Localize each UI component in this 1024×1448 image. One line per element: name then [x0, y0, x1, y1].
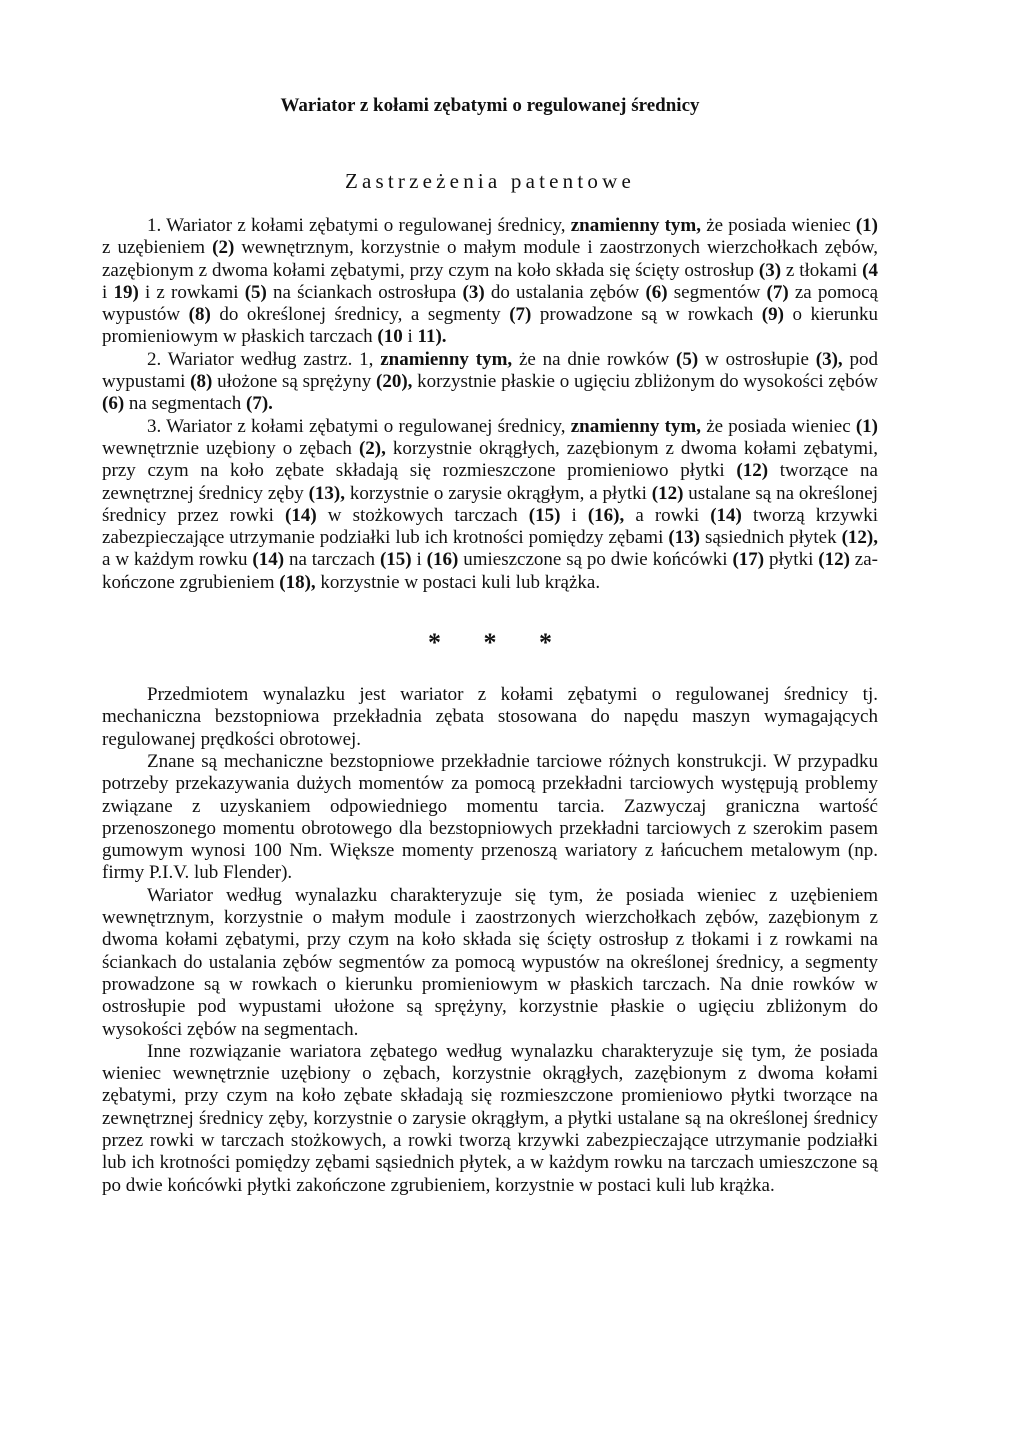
- claim-emphasis: znamienny tym,: [570, 415, 702, 437]
- claim-emphasis: (17): [732, 549, 765, 571]
- claim-emphasis: (5): [676, 348, 699, 370]
- document-title: Wariator z kołami zębatymi o regulowanej średnicy: [280, 95, 700, 116]
- claim-emphasis: (9): [761, 304, 784, 326]
- claim-emphasis: (14): [710, 504, 742, 526]
- claim-emphasis: (3),: [815, 348, 843, 370]
- claim-emphasis: (16),: [587, 504, 625, 526]
- claim-2: 2. Wariator według zastrz. 1, znamienny tym, że na dnie rowków (5) w ostrosłupie (3), pod wypustami (8) ułożone są sprężyny (20), korzystnie płaskie o ugięciu zbliżonym do wysokości zębów (6) na segmentach (7).: [102, 348, 879, 415]
- claim-emphasis: (7).: [246, 393, 273, 415]
- claim-emphasis: (13): [668, 527, 700, 549]
- document-body: [102, 94, 878, 1197]
- claim-emphasis: (6): [645, 281, 668, 303]
- claim-emphasis: (20),: [376, 371, 413, 393]
- description-paragraph-4: Inne rozwiązanie wariatora zębatego według wynalazku charakteryzuje się tym, że posiada wieniec wewnętrznie uzębiony o zębach, korzystnie okrągłych, zazębionym z dwoma kołami zębatymi, przy czym na koło zębate składają się rozmieszczone promieniowo płytki tworzące na zewnętrznej średnicy zęby, korzystnie o zarysie okrągłym, a płytki ustalane są na określonej średnicy przez rowki w tarczach stożkowych, a rowki tworzą krzywki zabezpieczające utrzymanie podziałki lub ich krotności pomiędzy zębami sąsiednich płytek, a w każdym rowku na tarczach umieszczone są po dwie końcówki płytki zakończone zgrubieniem, korzystnie w postaci kuli lub krążka.: [102, 1040, 878, 1196]
- description-section: [102, 684, 878, 1197]
- claims-heading: Zastrzeżenia patentowe: [344, 169, 636, 193]
- claim-emphasis: (8): [190, 371, 213, 393]
- claim-emphasis: (12): [736, 460, 769, 482]
- claim-emphasis: znamienny tym,: [380, 348, 513, 370]
- claim-emphasis: (2),: [358, 437, 386, 459]
- claim-emphasis: znamienny tym,: [570, 215, 702, 236]
- claim-emphasis: (4: [862, 259, 878, 281]
- claim-emphasis: 11).: [417, 326, 447, 348]
- claims-section: [102, 215, 878, 594]
- claim-emphasis: (10: [377, 326, 403, 348]
- claim-3: 3. Wariator z kołami zębatymi o regulowanej średnicy, znamienny tym, że posiada wieniec (1) wewnętrznie uzębiony o zębach (2), korzystnie okrągłych, zazębionym z dwoma kołami zębatymi, przy czym na koło zębate składają się rozmieszczone promieniowo płytki (12) tworzące na zewnętrznej średnicy zęby (13), korzystnie o zarysie okrągłym, a płytki (12) ustalane są na określonej średnicy przez rowki (14) w stożkowych tarczach (15) i (16), a rowki (14) tworzą krzywki zabezpieczające utrzymanie podziałki lub ich krotności pomiędzy zębami (13) sąsiednich płytek (12), a w każdym rowku (14) na tarczach (15) i (16) umieszczone są po dwie końcówki (17) płytki (12) zakończone zgrubieniem (18), korzystnie w postaci kuli lub krążka.: [102, 415, 879, 593]
- claim-1: 1. Wariator z kołami zębatymi o regulowanej średnicy, znamienny tym, że posiada wieniec (1) z uzębieniem (2) wewnętrznym, korzystnie o małym module i zaostrzonych wierzchołkach zębów, zazębionym z dwoma kołami zębatymi, przy czym na koło składa się ścięty ostrosłup (3) z tłokami (4 i 19) i z rowkami (5) na ściankach ostrosłupa (3) do ustalania zębów (6) segmentów (7) za pomocą wypustów (8) do określonej średnicy, a segmenty (7) prowadzone są w rowkach (9) o kierunku promieniowym w płaskich tarczach (10 i 11).: [102, 215, 879, 348]
- claim-emphasis: (6): [102, 393, 125, 415]
- claim-emphasis: (3): [462, 281, 485, 303]
- claim-emphasis: (1): [855, 415, 879, 437]
- claim-emphasis: (18),: [279, 571, 316, 593]
- claim-emphasis: (12): [818, 549, 850, 571]
- claim-emphasis: (8): [188, 304, 211, 326]
- claim-emphasis: (12): [651, 482, 684, 504]
- section-separator: * * *: [428, 628, 570, 658]
- claim-emphasis: (3): [758, 259, 782, 281]
- claim-emphasis: (16): [426, 549, 459, 571]
- claim-emphasis: (14): [285, 504, 317, 526]
- claim-emphasis: (5): [244, 281, 267, 303]
- description-paragraph-2: Znane są mechaniczne bezstopniowe przekładnie tarciowe różnych konstrukcji. W przypadku potrzeby przekazywania dużych momentów za pomocą przekładni tarciowych występują problemy związane z uzyskaniem odpowiedniego momentu tarcia. Zazwyczaj graniczna wartość przenoszonego momentu obrotowego dla bezstopniowych przekładni tarciowych z szerokim pasem gumowym wynosi 100 Nm. Większe momenty przenoszą wariatory z łańcuchem metalowym (np. firmy P.I.V. lub Flender).: [102, 750, 878, 884]
- claim-emphasis: (2): [212, 237, 235, 259]
- claim-emphasis: (13),: [308, 482, 345, 504]
- claim-emphasis: (12),: [841, 527, 878, 549]
- claim-emphasis: (7): [766, 281, 789, 303]
- claim-emphasis: (14): [252, 549, 285, 571]
- claim-emphasis: (15): [379, 549, 412, 571]
- description-paragraph-3: Wariator według wynalazku charakteryzuje się tym, że posiada wieniec z uzębieniem wewnętrznym, korzystnie o małym module i zaostrzonych wierzchołkach zębów, zazębionym z dwoma kołami zębatymi, przy czym na koło składa się ścięty ostrosłup z tłokami i z rowkami na ściankach do ustalania zębów segmentów za pomocą wypustów na określonej średnicy, a segmenty prowadzone są w rowkach o kierunku promieniowym w płaskich tarczach. Na dnie rowków w ostrosłupie pod wypustami ułożone są sprężyny, korzystnie płaskie o ugięciu zbliżonym do wysokości zębów na segmentach.: [102, 884, 878, 1040]
- claim-emphasis: 19): [113, 281, 139, 303]
- claim-emphasis: (1): [855, 215, 879, 236]
- description-paragraph-1: Przedmiotem wynalazku jest wariator z kołami zębatymi o regulowanej średnicy tj. mechaniczna bezstopniowa przekładnia zębata stosowana do napędu maszyn wymagających regulowanej prędkości obrotowej.: [102, 684, 878, 750]
- claim-emphasis: (7): [509, 304, 532, 326]
- claim-emphasis: (15): [528, 504, 561, 526]
